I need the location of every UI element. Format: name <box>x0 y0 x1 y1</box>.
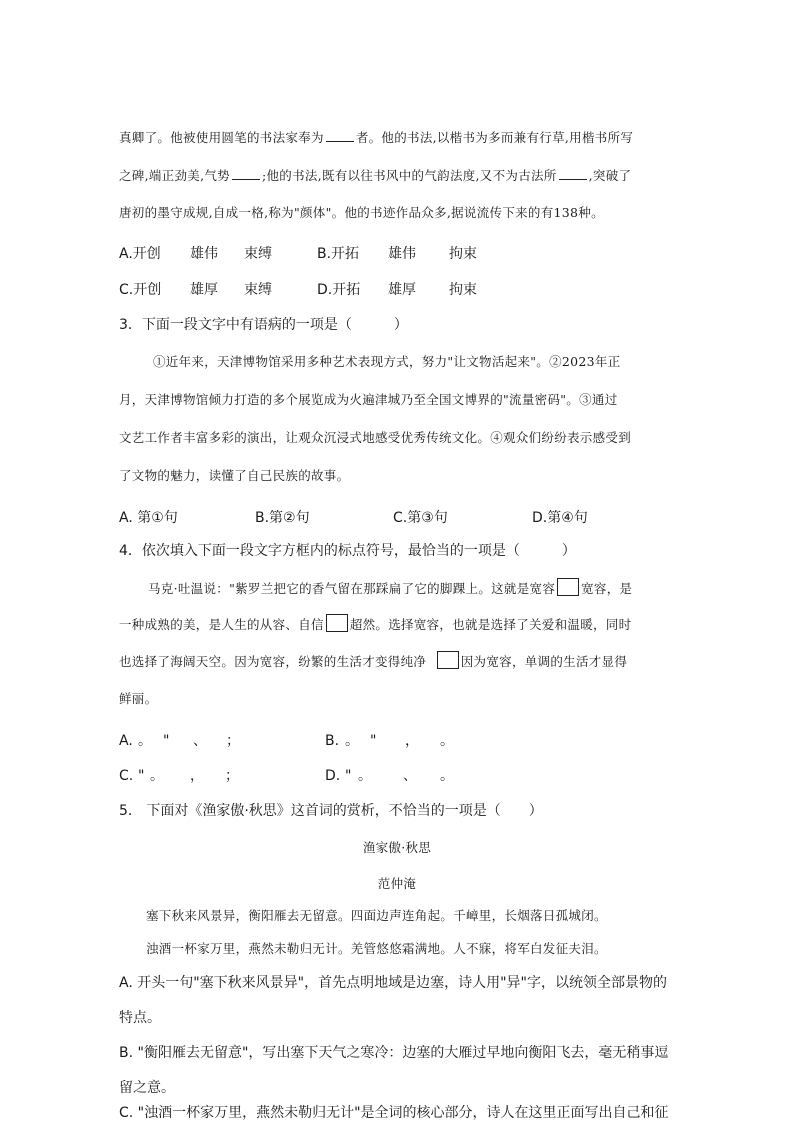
q2-option-a-word3: 束缚 <box>244 246 272 262</box>
q2-option-b-word3: 拘束 <box>449 246 477 262</box>
q2-option-c-word3: 束缚 <box>244 282 272 298</box>
q2-option-d-word1: D.开拓 <box>317 282 361 298</box>
passage-line-1 <box>119 128 633 148</box>
punctuation-box-1[interactable] <box>557 578 579 596</box>
q2-option-b-word2: 雄伟 <box>388 246 416 262</box>
punct: 、 <box>193 733 207 749</box>
q5-option-b-line-1[interactable]: B. "衡阳雁去无留意"，写出塞下天气之寒冷：边塞的大雁过早地向衡阳飞去，毫无稍事逗 <box>119 1045 669 1061</box>
punct: 。 <box>138 733 152 749</box>
passage-line-2 <box>119 166 631 186</box>
poem-title: 渔家傲·秋思 <box>362 840 432 855</box>
punct: ， <box>405 733 419 749</box>
passage-text: 真卿了。他被使用圆笔的书法家奉为 <box>119 130 324 145</box>
punct: ； <box>225 768 239 784</box>
option-letter: A. <box>119 733 133 749</box>
q4-text: 宽容，是 <box>581 581 633 596</box>
q4-stem: 4．依次填入下面一段文字方框内的标点符号，最恰当的一项是（ ） <box>119 543 576 559</box>
q4-text: 马克·吐温说："紫罗兰把它的香气留在那踩扁了它的脚踝上。这就是宽容 <box>148 581 556 596</box>
punct: ， <box>190 768 204 784</box>
q3-option-d[interactable]: D.第④句 <box>532 510 588 526</box>
q4-text: 因为宽容，单调的生活才显得 <box>460 654 628 669</box>
fill-blank-1[interactable] <box>326 129 354 142</box>
punct: " <box>138 768 145 784</box>
poem-line-1: 塞下秋来风景异，衡阳雁去无留意。四面边声连角起。千嶂里，长烟落日孤城闭。 <box>146 908 607 923</box>
q2-option-c-word1: C.开创 <box>119 282 162 298</box>
q4-text: 超然。选择宽容，也就是选择了关爱和温暖，同时 <box>349 617 632 632</box>
poem-author: 范仲淹 <box>377 876 417 891</box>
q3-passage-line-2: 月，天津博物馆倾力打造的多个展览成为火遍津城乃至全国文博界的"流量密码"。③通过 <box>119 392 618 407</box>
q4-text: 一种成熟的美，是人生的从容、自信 <box>119 617 324 632</box>
punct: ； <box>226 733 240 749</box>
q2-option-a-word2: 雄伟 <box>190 246 218 262</box>
punct: 。 <box>345 733 359 749</box>
punctuation-box-2[interactable] <box>326 614 348 632</box>
passage-text: 者。他的书法,以楷书为多而兼有行草,用楷书所写 <box>355 130 634 145</box>
q5-option-b-line-2: 留之意。 <box>119 1080 175 1096</box>
fill-blank-2[interactable] <box>232 167 260 180</box>
q4-passage-line-2 <box>119 614 631 635</box>
q3-passage-line-3: 文艺工作者丰富多彩的演出，让观众沉浸式地感受优秀传统文化。④观众们纷纷表示感受到 <box>119 430 632 445</box>
passage-text: ,突破了 <box>588 168 632 183</box>
q3-stem: 3．下面一段文字中有语病的一项是（ ） <box>119 317 408 333</box>
q2-option-d-word3: 拘束 <box>449 282 477 298</box>
punctuation-box-3[interactable] <box>437 651 459 669</box>
passage-text: ;他的书法,既有以往书风中的气韵法度,又不为古法所 <box>261 168 557 183</box>
punct: " <box>345 768 352 784</box>
punct: 。 <box>440 733 454 749</box>
punct: 、 <box>403 768 417 784</box>
q2-option-a-word1: A.开创 <box>119 246 161 262</box>
q3-passage-line-4: 了文物的魅力，读懂了自己民族的故事。 <box>119 468 350 483</box>
q4-passage-line-4: 鲜丽。 <box>119 691 158 706</box>
q3-option-a[interactable]: A. 第①句 <box>119 510 178 526</box>
poem-line-2: 浊酒一杯家万里，燕然未勒归无计。羌管悠悠霜满地。人不寐，将军白发征夫泪。 <box>146 941 607 956</box>
option-letter: B. <box>325 733 340 749</box>
q3-passage-line-1: ①近年来，天津博物馆采用多种艺术表现方式，努力"让文物活起来"。②2023年正 <box>153 354 621 369</box>
q5-stem: 5． 下面对《渔家傲·秋思》这首词的赏析，不恰当的一项是（ ） <box>119 803 543 819</box>
punct: 。 <box>358 768 372 784</box>
q2-option-b-word1: B.开拓 <box>317 246 360 262</box>
punct: " <box>370 733 377 749</box>
option-letter: C. <box>119 768 134 784</box>
q3-option-c[interactable]: C.第③句 <box>393 510 448 526</box>
q4-passage-line-3 <box>119 651 627 672</box>
q5-option-a-line-2: 特点。 <box>119 1010 161 1026</box>
punct: " <box>163 733 170 749</box>
punct: 。 <box>150 768 164 784</box>
option-letter: D. <box>325 768 341 784</box>
fill-blank-3[interactable] <box>559 167 587 180</box>
q5-option-a-line-1[interactable]: A. 开头一句"塞下秋来风景异"，首先点明地域是边塞，诗人用"异"字，以统领全部景物的 <box>119 975 667 991</box>
passage-line-3: 唐初的墨守成规,自成一格,称为"颜体"。他的书迹作品众多,据说流传下来的有138种。 <box>119 205 604 220</box>
punct: 。 <box>440 768 454 784</box>
q4-passage-line-1 <box>148 578 632 599</box>
q5-option-c-line-1[interactable]: C. "浊酒一杯家万里，燕然未勒归无计"是全词的核心部分，诗人在这里正面写出自己和征 <box>119 1105 669 1121</box>
q4-text: 也选择了海阔天空。因为宽容，纷繁的生活才变得纯净 <box>119 654 427 669</box>
q3-option-b[interactable]: B.第②句 <box>255 510 310 526</box>
q2-option-c-word2: 雄厚 <box>190 282 218 298</box>
q2-option-d-word2: 雄厚 <box>388 282 416 298</box>
passage-text: 之碑,端正劲美,气势 <box>119 168 230 183</box>
